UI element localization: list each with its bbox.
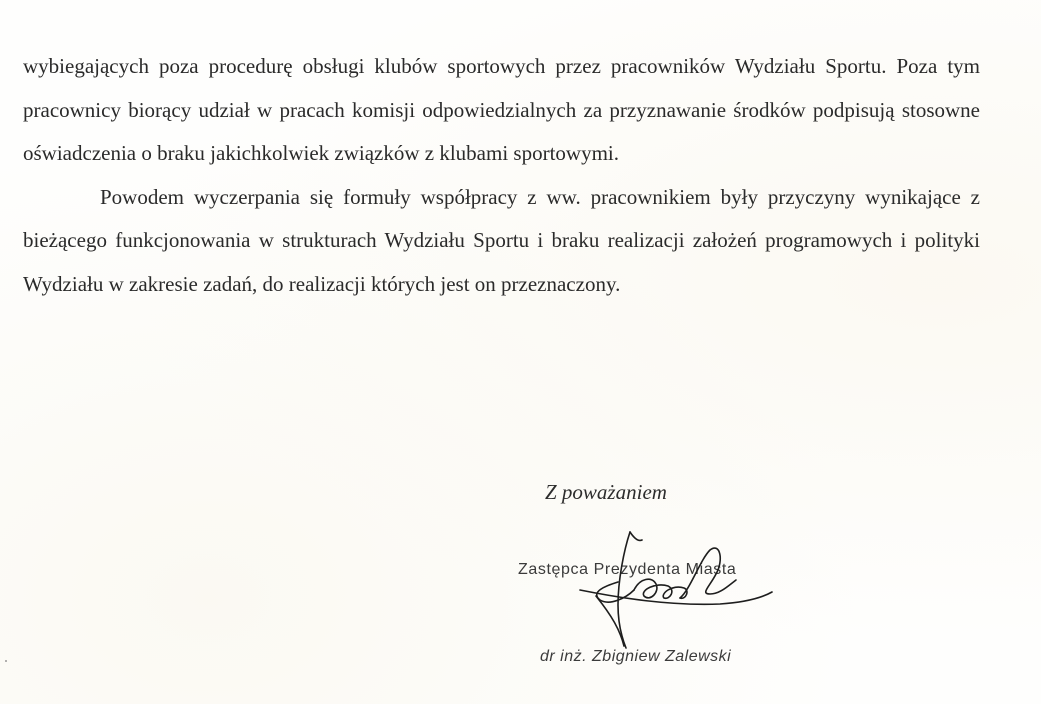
paragraph-continuation: wybiegających poza procedurę obsługi klubów sportowych przez pracowników Wydziału Sportu. Poza tym pracownicy biorący udział w pracach komisji odpowiedzialnych za przyznawanie środków podpisują stosowne oświadczenia o braku jakichkolwiek związków z klubami sportowymi.: [23, 54, 980, 165]
scan-speck: [5, 660, 7, 662]
stamp-position-title: Zastępca Prezydenta Miasta: [518, 561, 737, 578]
letter-body: [23, 45, 980, 306]
stamp-signatory-name: dr inż. Zbigniew Zalewski: [540, 648, 732, 665]
paragraph-reason: Powodem wyczerpania się formuły współpracy z ww. pracownikiem były przyczyny wynikające z bieżącego funkcjonowania w strukturach Wydziału Sportu i braku realizacji założeń programowych i polityki Wydziału w zakresie zadań, do realizacji których jest on przeznaczony.: [23, 184, 980, 296]
handwritten-signature: [560, 520, 800, 660]
closing-salutation: Z poważaniem: [545, 480, 667, 504]
